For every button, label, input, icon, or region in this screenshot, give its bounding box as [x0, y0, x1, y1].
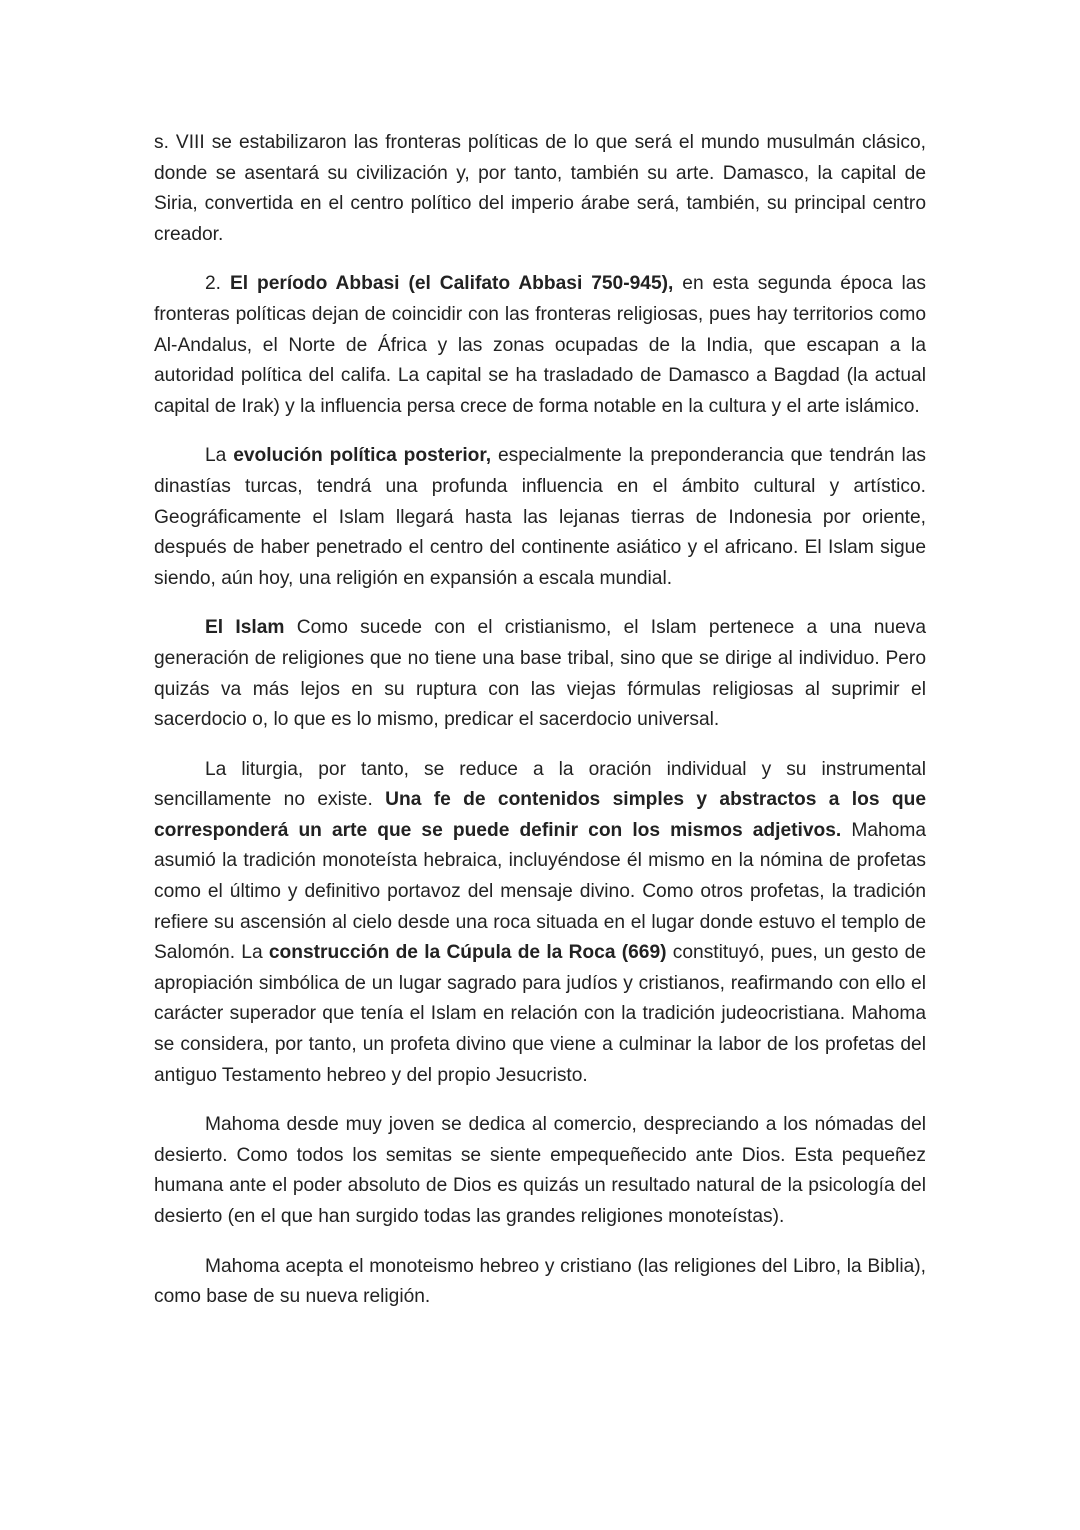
paragraph-text: Mahoma desde muy joven se dedica al comercio, despreciando a los nómadas del desierto. Como todos los semitas se siente empequeñecido ante Dios. Esta pequeñez humana ante el poder absoluto de Dios es quizás un resultado natural de la psicología del desierto (en el que han surgido todas las grandes religiones monoteístas).	[154, 1114, 926, 1227]
paragraph-evolucion-politica	[154, 441, 926, 594]
bold-phrase-cupula-roca: construcción de la Cúpula de la Roca (669)	[268, 942, 667, 964]
paragraph-liturgia	[154, 755, 926, 1092]
paragraph-damasco	[154, 128, 926, 250]
paragraph-mahoma-comercio	[154, 1110, 926, 1232]
paragraph-text: s. VIII se estabilizaron las fronteras políticas de lo que será el mundo musulmán clásico, donde se asentará su civilización y, por tanto, también su arte. Damasco, la capital de Siria, convertida en el centro político del imperio árabe será, también, su principal centro creador.	[154, 132, 926, 245]
bold-heading-el-islam: El Islam	[205, 617, 285, 639]
paragraph-text: La	[205, 445, 234, 467]
paragraph-text: Como sucede con el cristianismo, el Islam pertenece a una nueva generación de religiones que no tiene una base tribal, sino que se dirige al individuo. Pero quizás va más lejos en su ruptura con las viejas fórmulas religiosas al suprimir el sacerdocio o, lo que es lo mismo, predicar el sacerdocio universal.	[154, 617, 927, 731]
paragraph-mahoma-monoteismo	[154, 1252, 926, 1313]
paragraph-text: Mahoma asumió la tradición monoteísta hebraica, incluyéndose él mismo en la nómina de profetas como el último y definitivo portavoz del mensaje divino. Como otros profetas, la tradición refiere su ascensión al cielo desde una roca situada en el lugar donde estuvo el templo de Salomón. La	[154, 819, 926, 964]
bold-phrase-fe-contenidos: Una fe de contenidos simples y abstractos a los que corresponderá un arte que se puede definir con los mismos adjetivos.	[154, 789, 926, 841]
list-number: 2.	[205, 273, 230, 295]
paragraph-text: Mahoma acepta el monoteismo hebreo y cristiano (las religiones del Libro, la Biblia), como base de su nueva religión.	[154, 1255, 926, 1308]
document-body	[154, 128, 926, 1332]
paragraph-text: especialmente la preponderancia que tendrán las dinastías turcas, tendrá una profunda influencia en el ámbito cultural y artístico. Geográficamente el Islam llegará hasta las lejanas tierras de Indonesia por oriente, después de haber penetrado el centro del continente asiático y el africano. El Islam sigue siendo, aún hoy, una religión en expansión a escala mundial.	[154, 445, 926, 589]
paragraph-el-islam	[154, 613, 926, 735]
bold-phrase-evolucion-politica: evolución política posterior,	[233, 445, 492, 467]
bold-heading-periodo-abbasi: El período Abbasi (el Califato Abbasi 750-945),	[229, 273, 674, 295]
paragraph-text: La liturgia, por tanto, se reduce a la oración individual y su instrumental sencillamente no existe.	[154, 758, 926, 811]
paragraph-periodo-abbasi	[154, 269, 926, 422]
paragraph-text: en esta segunda época las fronteras políticas dejan de coincidir con las fronteras religiosas, pues hay territorios como Al-Andalus, el Norte de África y las zonas ocupadas de la India, que escapan a la autoridad política del califa. La capital se ha trasladado de Damasco a Bagdad (la actual capital de Irak) y la influencia persa crece de forma notable en la cultura y el arte islámico.	[154, 273, 926, 417]
paragraph-text: constituyó, pues, un gesto de apropiación simbólica de un lugar sagrado para judíos y cristianos, reafirmando con ello el carácter superador que tenía el Islam en relación con la tradición judeocristiana. Mahoma se considera, por tanto, un profeta divino que viene a culminar la labor de los profetas del antiguo Testamento hebreo y del propio Jesucristo.	[154, 942, 926, 1086]
